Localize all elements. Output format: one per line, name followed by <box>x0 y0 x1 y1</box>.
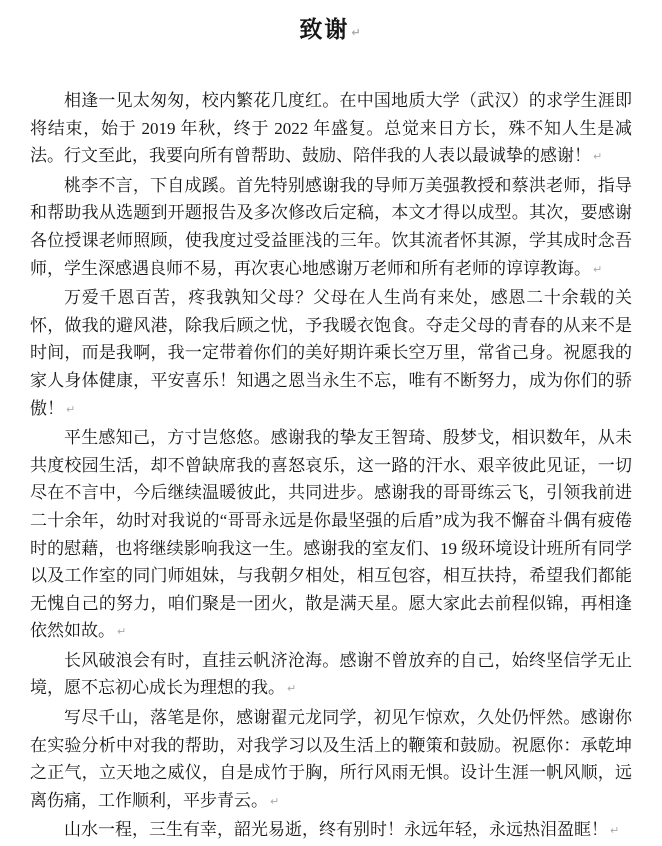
paragraph-mark-icon: ↵ <box>593 150 603 164</box>
paragraph <box>30 647 632 704</box>
paragraph <box>30 704 632 816</box>
paragraph-text: 相逢一见太匆匆，校内繁花几度红。在中国地质大学（武汉）的求学生涯即将结束，始于 2019 年秋，终于 2022 年盛复。总觉来日方长，殊不知人生是减法。行文至此，我要向所有曾帮助、鼓励、陪伴我的人表以最诚挚的感谢！ <box>30 91 632 166</box>
page-title <box>30 13 632 51</box>
paragraph-mark-icon: ↵ <box>117 625 127 639</box>
paragraph-text: 平生感知己，方寸岂悠悠。感谢我的挚友王智琦、殷梦戈，相识数年，从未共度校园生活，却不曾缺席我的喜怒哀乐，这一路的汗水、艰辛彼此见证，一切尽在不言中，今后继续温暖彼此，共同进步。感谢我的哥哥练云飞，引领我前进二十余年，幼时对我说的“哥哥永远是你最坚强的后盾”成为我不懈奋斗偶有疲倦时的慰藉，也将继续影响我这一生。感谢我的室友们、19 级环境设计班所有同学以及工作室的同门师姐妹，与我朝夕相处，相互包容，相互扶持，希望我们都能无愧自己的努力，咱们聚是一团火，散是满天星。愿大家此去前程似锦，再相逢依然如故。 <box>30 428 632 641</box>
paragraph-text: 桃李不言，下自成蹊。首先特别感谢我的导师万美强教授和蔡洪老师，指导和帮助我从选题到开题报告及多次修改后定稿，本文才得以成型。其次，要感谢各位授课老师照顾，使我度过受益匪浅的三年。饮其流者怀其源，学其成时念吾师，学生深感遇良师不易，再次衷心地感谢万老师和所有老师的谆谆教诲。 <box>30 175 632 278</box>
paragraph-text: 山水一程，三生有幸，韶光易逝，终有别时！永远年轻，永远热泪盈眶！ <box>64 820 608 840</box>
page-title-text: 致谢 <box>299 17 350 42</box>
paragraph-mark-icon: ↵ <box>593 262 603 276</box>
paragraph-mark-icon: ↵ <box>351 26 363 39</box>
paragraph-mark-icon: ↵ <box>270 794 280 808</box>
paragraph-text: 万爱千恩百苦，疼我孰知父母？父母在人生尚有来处，感恩二十余载的关怀，做我的避风港，除我后顾之忧，予我暖衣饱食。夺走父母的青春的从来不是时间，而是我啊，我一定带着你们的美好期许乘长空万里，常省己身。祝愿我的家人身体健康，平安喜乐！知遇之恩当永生不忘，唯有不断努力，成为你们的骄傲！ <box>30 288 632 418</box>
paragraph-text: 写尽千山，落笔是你，感谢翟元龙同学，初见乍惊欢，久处仍怦然。感谢你在实验分析中对我的帮助，对我学习以及生活上的鞭策和鼓励。祝愿你：承乾坤之正气，立天地之威仪，自是成竹于胸，所行风雨无惧。设计生涯一帆风顺，远离伤痛，工作顺利，平步青云。 <box>30 708 632 810</box>
paragraph <box>30 87 632 172</box>
document-body <box>30 87 632 846</box>
paragraph-text: 长风破浪会有时，直挂云帆济沧海。感谢不曾放弃的自己，始终坚信学无止境，愿不忘初心成长为理想的我。 <box>30 650 632 698</box>
paragraph <box>30 816 632 846</box>
paragraph-mark-icon: ↵ <box>287 682 297 696</box>
paragraph <box>30 284 632 424</box>
paragraph-mark-icon: ↵ <box>610 824 620 838</box>
paragraph <box>30 172 632 284</box>
paragraph <box>30 424 632 647</box>
paragraph-mark-icon: ↵ <box>66 402 76 416</box>
